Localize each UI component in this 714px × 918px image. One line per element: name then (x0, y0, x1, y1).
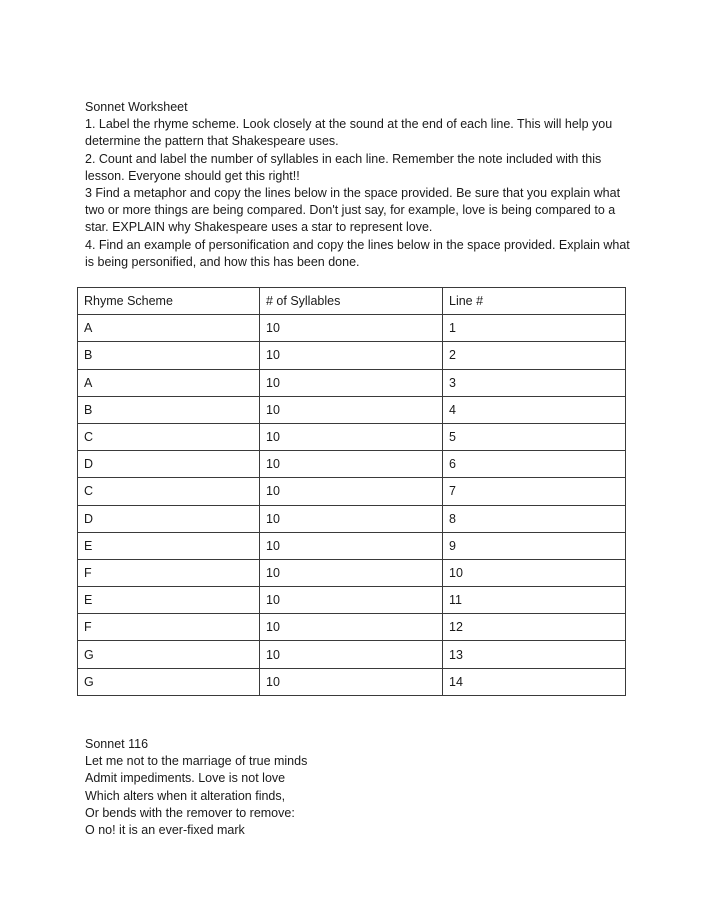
line-number-cell: 8 (443, 505, 626, 532)
rhyme-cell: C (78, 423, 260, 450)
table-row (78, 396, 626, 423)
line-number-cell: 5 (443, 423, 626, 450)
rhyme-cell: B (78, 342, 260, 369)
syllables-cell: 10 (260, 641, 443, 668)
sonnet-line: Which alters when it alteration finds, (85, 788, 286, 803)
table-row (78, 478, 626, 505)
rhyme-cell: D (78, 451, 260, 478)
rhyme-cell: E (78, 587, 260, 614)
header-syllables: # of Syllables (260, 288, 443, 315)
sonnet-text (85, 736, 585, 839)
table-row (78, 587, 626, 614)
table-row (78, 342, 626, 369)
instruction-4: 4. Find an example of personification and copy the lines below in the space provided. Explain what is being personified, and how this has been done. (85, 237, 630, 269)
sonnet-line: Let me not to the marriage of true minds (85, 754, 308, 769)
rhyme-cell: G (78, 668, 260, 695)
rhyme-cell: G (78, 641, 260, 668)
table-row (78, 668, 626, 695)
table-row (78, 559, 626, 586)
table-header-row (78, 288, 626, 315)
table-row (78, 423, 626, 450)
line-number-cell: 4 (443, 396, 626, 423)
rhyme-cell: D (78, 505, 260, 532)
rhyme-cell: C (78, 478, 260, 505)
worksheet-title: Sonnet Worksheet (85, 100, 188, 114)
syllables-cell: 10 (260, 342, 443, 369)
syllables-cell: 10 (260, 668, 443, 695)
syllables-cell: 10 (260, 505, 443, 532)
line-number-cell: 2 (443, 342, 626, 369)
table-row (78, 532, 626, 559)
table-row (78, 451, 626, 478)
instruction-3: 3 Find a metaphor and copy the lines below in the space provided. Be sure that you explain what two or more things are being compared. Don't just say, for example, love is being compared to a star. EXPLAIN why Shakespeare uses a star to represent love. (85, 186, 621, 235)
line-number-cell: 3 (443, 369, 626, 396)
instruction-2: 2. Count and label the number of syllables in each line. Remember the note included with this lesson. Everyone should get this right!! (85, 151, 602, 183)
table-row (78, 505, 626, 532)
sonnet-line: O no! it is an ever-fixed mark (85, 823, 245, 838)
line-number-cell: 11 (443, 587, 626, 614)
syllables-cell: 10 (260, 423, 443, 450)
syllables-cell: 10 (260, 587, 443, 614)
worksheet-instructions (85, 99, 630, 271)
line-number-cell: 1 (443, 315, 626, 342)
header-line-number: Line # (443, 288, 626, 315)
syllables-cell: 10 (260, 532, 443, 559)
line-number-cell: 9 (443, 532, 626, 559)
table-row (78, 315, 626, 342)
sonnet-title: Sonnet 116 (85, 737, 149, 751)
rhyme-cell: F (78, 559, 260, 586)
line-number-cell: 6 (443, 451, 626, 478)
syllables-cell: 10 (260, 315, 443, 342)
instruction-1: 1. Label the rhyme scheme. Look closely at the sound at the end of each line. This will help you determine the pattern that Shakespeare uses. (85, 117, 613, 149)
line-number-cell: 12 (443, 614, 626, 641)
rhyme-scheme-table (77, 287, 626, 696)
table-row (78, 614, 626, 641)
sonnet-line: Or bends with the remover to remove: (85, 805, 295, 820)
syllables-cell: 10 (260, 614, 443, 641)
line-number-cell: 14 (443, 668, 626, 695)
table-row (78, 369, 626, 396)
line-number-cell: 7 (443, 478, 626, 505)
rhyme-cell: B (78, 396, 260, 423)
header-rhyme-scheme: Rhyme Scheme (78, 288, 260, 315)
rhyme-cell: A (78, 315, 260, 342)
syllables-cell: 10 (260, 451, 443, 478)
line-number-cell: 10 (443, 559, 626, 586)
syllables-cell: 10 (260, 559, 443, 586)
rhyme-cell: F (78, 614, 260, 641)
table-row (78, 641, 626, 668)
rhyme-cell: A (78, 369, 260, 396)
syllables-cell: 10 (260, 478, 443, 505)
syllables-cell: 10 (260, 396, 443, 423)
syllables-cell: 10 (260, 369, 443, 396)
rhyme-cell: E (78, 532, 260, 559)
sonnet-line: Admit impediments. Love is not love (85, 771, 286, 786)
line-number-cell: 13 (443, 641, 626, 668)
